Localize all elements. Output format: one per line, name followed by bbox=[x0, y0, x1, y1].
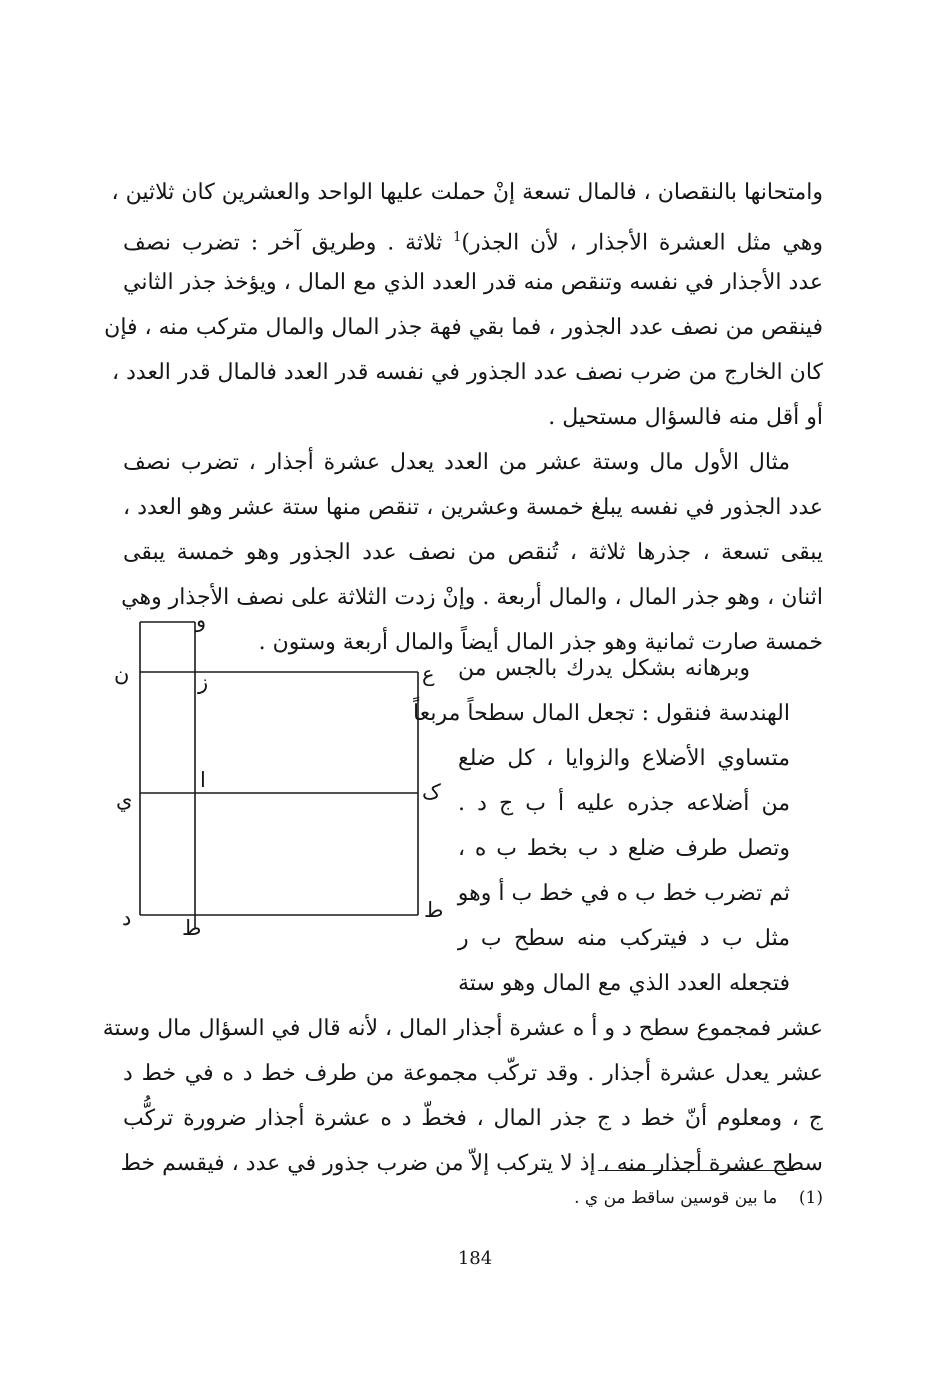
text-line: وامتحانها بالنقصان ، فالمال تسعة إنْ حملت عليها الواحد والعشرين كان ثلاثين ، bbox=[111, 180, 823, 205]
footnote-text: ما بين قوسين ساقط من ي . bbox=[574, 1188, 778, 1208]
text-line: كان الخارج من ضرب نصف عدد الجذور في نفسه قدر العدد فالمال قدر العدد ، bbox=[112, 360, 823, 385]
text-line: ثم تضرب خط ب ه في خط ب أ وهو bbox=[457, 881, 790, 906]
text-line: عدد الأجذار في نفسه وتنقص منه قدر العدد الذي مع المال ، ويؤخذ جذر الثاني bbox=[123, 270, 823, 295]
text-line: سطح عشرة أجذار منه ، إذ لا يتركب إلاّ من ضرب جذور في عدد ، فيقسم خط bbox=[120, 1151, 823, 1176]
label-ta-right: ط bbox=[424, 898, 444, 922]
page-number: 184 bbox=[457, 1248, 493, 1269]
text-line: ج ، ومعلوم أنّ خط د ج جذر المال ، فخطّ د ه عشرة أجذار ضرورة تركُّب bbox=[123, 1106, 823, 1131]
text-line: مثال الأول مال وستة عشر من العدد يعدل عشرة أجذار ، تضرب نصف bbox=[123, 450, 790, 475]
text-line: فتجعله العدد الذي مع المال وهو ستة bbox=[458, 971, 790, 996]
text-line: الهندسة فنقول : تجعل المال سطحاً مربعاً bbox=[413, 701, 790, 726]
text-line: مثل ب د فيتركب منه سطح ب ر bbox=[458, 926, 790, 951]
text-line: يبقى تسعة ، جذرها ثلاثة ، تُنقص من نصف عدد الجذور وهو خمسة يبقى bbox=[123, 540, 823, 565]
text-line: خمسة صارت ثمانية وهو جذر المال أيضاً والمال أربعة وستون . bbox=[258, 630, 823, 655]
label-nun: ن bbox=[114, 662, 130, 686]
label-alif: ا bbox=[200, 768, 206, 792]
label-ta-bottom: ط bbox=[182, 916, 202, 940]
text-line: عشر فمجموع سطح د و أ ه عشرة أجذار المال ، لأنه قال في السؤال مال وستة bbox=[102, 1016, 823, 1041]
text-line: وبرهانه بشكل يدرك بالجس من bbox=[458, 656, 750, 681]
footnote-marker: (1) bbox=[798, 1188, 823, 1208]
footnote-reference: 1 bbox=[453, 230, 462, 245]
diagram-figure bbox=[100, 610, 450, 945]
text-line: عشر يعدل عشرة أجذار . وقد تركّب مجموعة من طرف خط د ه في خط د bbox=[123, 1061, 823, 1086]
text-line: أو أقل منه فالسؤال مستحيل . bbox=[548, 405, 823, 430]
label-ain: ع bbox=[422, 662, 435, 686]
geometry-diagram bbox=[100, 610, 450, 945]
label-kaf: ک bbox=[422, 780, 441, 804]
label-waw: و bbox=[196, 608, 207, 632]
footnote-separator bbox=[598, 1170, 794, 1171]
text-line: متساوي الأضلاع والزوايا ، كل ضلع bbox=[458, 746, 790, 771]
footnote bbox=[574, 1184, 823, 1212]
text-line: عدد الجذور في نفسه يبلغ خمسة وعشرين ، تنقص منها ستة عشر وهو العدد ، bbox=[123, 495, 823, 520]
text-line bbox=[123, 218, 823, 258]
label-ya: ي bbox=[116, 788, 133, 812]
label-dal: د bbox=[122, 906, 132, 930]
text-line: وتصل طرف ضلع د ب بخط ب ه ، bbox=[458, 836, 790, 861]
text-fragment: ثلاثة . وطريق آخر : تضرب نصف bbox=[123, 230, 454, 256]
text-line: من أضلاعه جذره عليه أ ب ج د . bbox=[458, 791, 790, 816]
label-zay: ز bbox=[198, 670, 209, 694]
text-line: فينقص من نصف عدد الجذور ، فما بقي فهة جذر المال والمال متركب منه ، فإن bbox=[104, 315, 823, 340]
text-line: اثنان ، وهو جذر المال ، والمال أربعة . وإنْ زدت الثلاثة على نصف الأجذار وهي bbox=[121, 585, 823, 610]
text-fragment: وهي مثل العشرة الأجذار ، لأن الجذر) bbox=[461, 230, 823, 256]
